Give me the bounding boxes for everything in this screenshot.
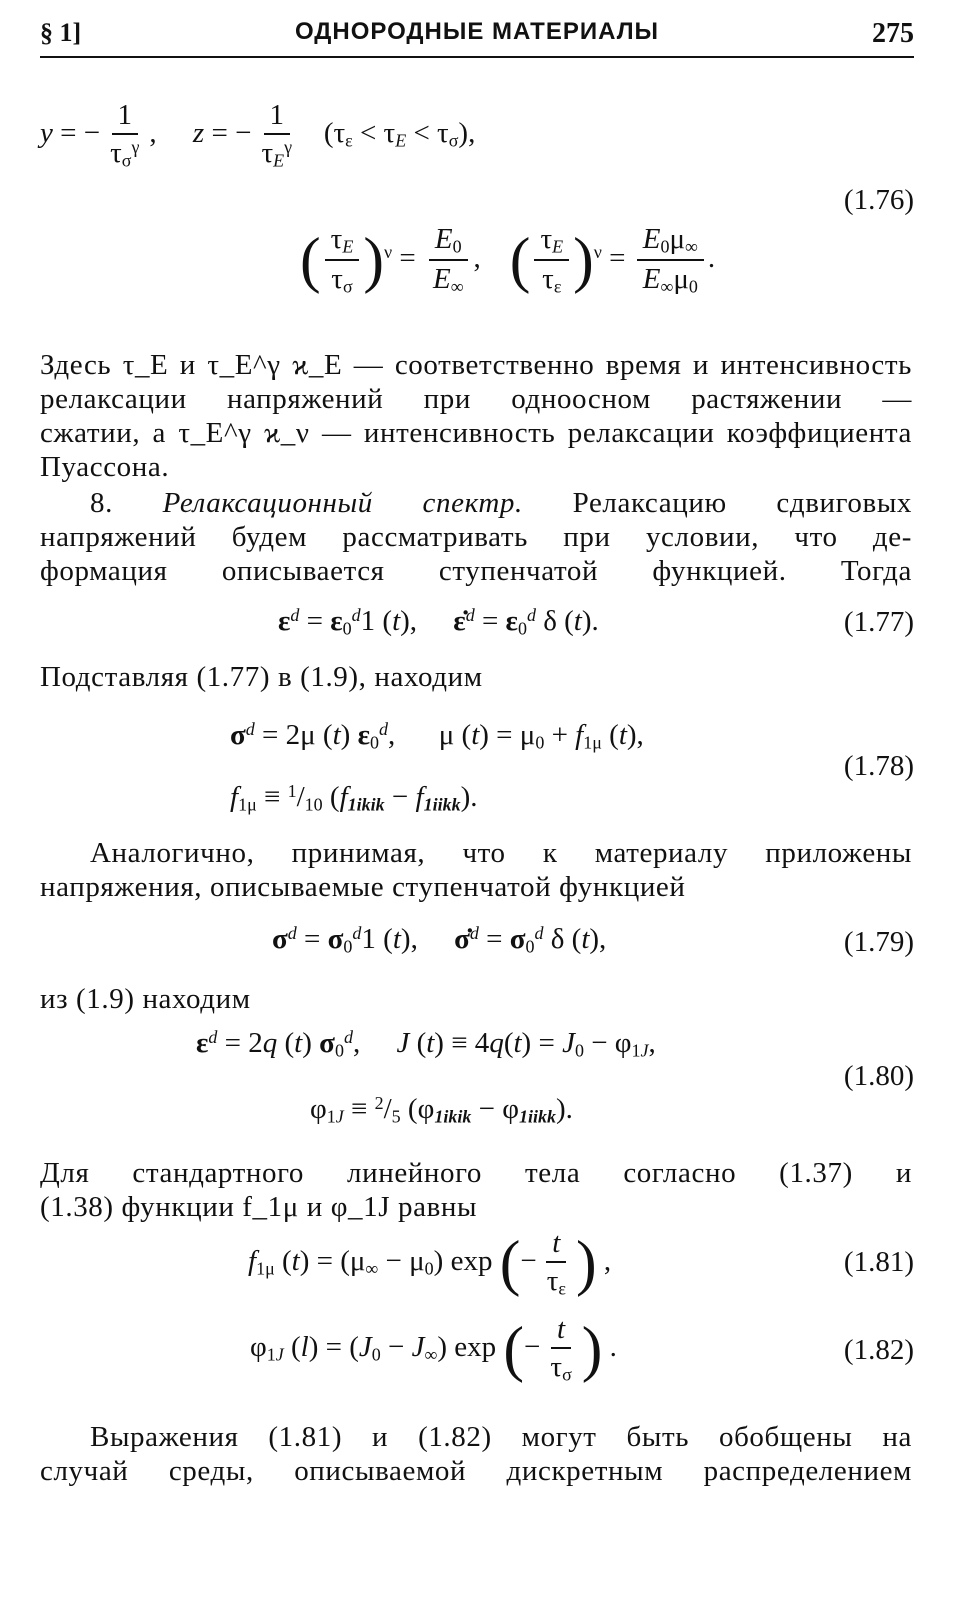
equation-1-77: $\varepsilon^d = \varepsilon_0^d1$ (t), ε̇$^d$ = $\varepsilon_0^d$ δ (t). [278, 605, 599, 639]
paragraph-7-line-1: Выражения (1.81) и (1.82) могут быть обобщены на [90, 1421, 912, 1453]
paragraph-4-line-1: Аналогично, принимая, что к материалу приложены [90, 837, 912, 869]
equation-number-1-81: (1.81) [843, 1246, 914, 1278]
equation-1-76a: y = − $\frac{1}{\tau_\sigma^\gamma}$ , z = − $\frac{1}{\tau_E^\gamma}$ $(\tau_\varepsilon < \tau_E < \tau_\sigma)$, [40, 99, 476, 171]
paragraph-1-line-1: Здесь τ_E и τ_E^γ ϰ_E — соответственно время и интенсивность [40, 349, 912, 381]
paragraph-5-line-1: из (1.9) находим [40, 983, 251, 1015]
paragraph-2-line-3: формация описывается ступенчатой функцией. Тогда [40, 555, 912, 587]
equation-1-80b: $\varphi_{1J} \equiv ^2/_5$ $(\varphi_{1ikik} - \varphi_{1iikk})$. [310, 1093, 573, 1127]
paragraph-4 [40, 836, 912, 904]
paragraph-1-line-4: Пуассона. [40, 451, 170, 483]
paragraph-7-line-2: случай среды, описываемой дискретным распределением [40, 1455, 912, 1487]
equation-number-1-80: (1.80) [843, 1060, 914, 1092]
equation-1-76b: ( $\frac{\tau_E}{\tau_\sigma}$ )$^\nu$ = $\frac{E_0}{E_\infty}$ , ( $\frac{\tau_E}{\tau_\varepsilon}$ )$^\nu$ = $\frac{E_0\mu_\infty}{E_\infty\mu_0}$ . [300, 223, 716, 297]
item-number: 8. [90, 487, 113, 519]
equation-number-1-78: (1.78) [843, 750, 914, 782]
page-number: 275 [872, 18, 914, 49]
equation-1-78a: $\sigma^d = 2\mu$ (t) $\varepsilon_0^d$, μ $(t) = \mu_0 + f_{1\mu}$ (t), [230, 719, 644, 753]
equation-1-78b: $f_{1\mu} \equiv ^1/_{10}$ $(f_{1ikik} - f_{1iikk})$. [230, 781, 478, 815]
equation-1-82: $\varphi_{1J}$ $(l) = (J_0 - J_\infty)$ exp (− $\frac{t}{\tau_\sigma}$ ) . [250, 1313, 617, 1385]
paragraph-5 [40, 982, 912, 1016]
paragraph-6 [40, 1156, 912, 1224]
paragraph-1-line-3: сжатии, а τ_E^γ ϰ_ν — интенсивность релаксации коэффициента [40, 417, 912, 449]
paragraph-6-line-1: Для стандартного линейного тела согласно (1.37) и [40, 1157, 912, 1189]
section-heading: Релаксационный спектр. [162, 487, 523, 519]
running-header [40, 16, 914, 58]
paragraph-6-line-2: (1.38) функции f_1μ и φ_1J равны [40, 1191, 478, 1223]
paragraph-7 [40, 1420, 912, 1488]
paragraph-2-line-1 [40, 486, 912, 520]
paragraph-3 [40, 660, 912, 694]
equation-1-81: $f_{1\mu}$ $(t) = (\mu_\infty - \mu_0)$ exp (− $\frac{t}{\tau_\varepsilon}$ ) , [248, 1227, 612, 1299]
paragraph-1-line-2: релаксации напряжений при одноосном растяжении — [40, 383, 912, 415]
paragraph-3-line-1: Подставляя (1.77) в (1.9), находим [40, 661, 483, 693]
equation-1-79: $\sigma^d = \sigma_0^d1$ (t), σ̇$^d$ = $\sigma_0^d$ δ (t), [272, 923, 607, 957]
chapter-title: ОДНОРОДНЫЕ МАТЕРИАЛЫ [294, 18, 660, 45]
paragraph-2-line-1-rest: Релаксацию сдвиговых [572, 487, 913, 519]
section-marker: § 1] [40, 18, 82, 47]
equation-number-1-76: (1.76) [843, 184, 914, 216]
paragraph-1 [40, 348, 912, 484]
equation-number-1-82: (1.82) [843, 1334, 914, 1366]
equation-number-1-79: (1.79) [843, 926, 914, 958]
paragraph-4-line-2: напряжения, описываемые ступенчатой функцией [40, 871, 686, 903]
equation-1-80a: $\varepsilon^d = 2q$ (t) $\sigma_0^d$, J $(t) \equiv 4q(t) = J_0 - \varphi_{1J}$, [196, 1027, 656, 1061]
paragraph-2-line-2: напряжений будем рассматривать при условии, что де- [40, 521, 912, 553]
equation-number-1-77: (1.77) [843, 606, 914, 638]
paragraph-2 [40, 486, 912, 588]
